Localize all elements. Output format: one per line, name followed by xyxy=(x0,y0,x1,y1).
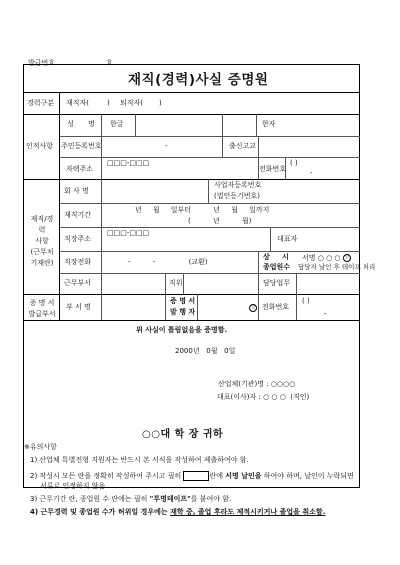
home-phone-dash: - xyxy=(310,169,313,177)
issuer-signer-label: 증 명 서 xyxy=(170,297,196,305)
corp-reg-label: (법인등기번호) xyxy=(214,192,261,200)
company-name-label: 회 사 명 xyxy=(64,187,89,195)
name-label: 성 명 xyxy=(67,120,101,128)
employment-period-total[interactable]: ( 년 월) xyxy=(188,217,252,225)
position-label: 직위 xyxy=(169,279,183,287)
recipient: ○○대 학 장 귀하 xyxy=(142,429,224,440)
work-address-label: 직장주소 xyxy=(64,235,92,243)
rrn-label: 주민등록번호 xyxy=(61,142,102,150)
work-postal-code[interactable]: □□□-□□□ xyxy=(107,229,150,237)
form-title: 재직(경력)사실 증명원 xyxy=(128,72,269,88)
home-postal-code[interactable]: □□□-□□□ xyxy=(107,159,150,167)
work-phone-value[interactable]: - - (교환) xyxy=(128,258,208,266)
row-divider xyxy=(23,114,360,115)
issue-number-label: 발급번호 xyxy=(28,59,56,67)
row-divider xyxy=(23,179,360,180)
issuer-phone-paren: ( ) xyxy=(302,297,310,305)
issuer-person-label: 발 행 자 xyxy=(170,308,196,316)
row-divider xyxy=(23,294,360,295)
employed-close: ) xyxy=(107,99,110,107)
issue-number-suffix: 호 xyxy=(106,59,113,67)
issuer-section-label: 증 명 서 발급부서 xyxy=(28,299,56,318)
home-phone-label: 전화번호 xyxy=(259,165,287,173)
bizno-label: 사업자등록번호 xyxy=(214,181,262,189)
seal-mark: 인 xyxy=(344,255,349,260)
issuer-department-label: 부 서 명 xyxy=(66,303,91,311)
issuer-phone-dash: - xyxy=(324,310,327,318)
retired-option[interactable]: 퇴직자( xyxy=(120,99,144,107)
note-1: 1) 산업체 특별전형 지원자는 반드시 본 서식을 작성하여 제출하여야 함. xyxy=(30,456,249,464)
workplace-section-label: 재직/경 력 사항 (근무처 기재란) xyxy=(30,215,54,267)
work-phone-label: 직장전화 xyxy=(64,258,92,266)
employment-period-label: 재직기간 xyxy=(64,211,92,219)
personal-section-label: 인적사항 xyxy=(26,142,54,150)
full-time-label: 상 시 xyxy=(263,253,289,261)
certification-statement: 위 사실이 틀림없음을 증명함. xyxy=(136,326,228,334)
certification-date: 2000년 0월 0일 xyxy=(175,347,236,355)
hanja-label: 한자 xyxy=(262,120,276,128)
note-4: 4) 근무경력 및 종업원 수가 허위일 경우에는 재학 중, 졸업 후라도 제적시키거나 졸업을 취소함. xyxy=(30,508,326,516)
employee-count-label: 종업원수 xyxy=(263,263,291,271)
employed-option[interactable]: 재직자( xyxy=(66,99,90,107)
duty-label: 담당업무 xyxy=(263,279,291,287)
certifying-representative: 대표(이사)자 : ○ ○ ○ (직인) xyxy=(217,393,310,401)
ceo-label: 대표자 xyxy=(277,235,298,243)
tape-note: 담당자 날인 후 테이프 처리 xyxy=(298,263,376,271)
note-3: 3) 근무기간 란, 종업원 수 란에는 필히 "투명테이프"를 붙여야 함. xyxy=(30,495,232,503)
certifying-company: 산업체(기관)명 : ○○○○ xyxy=(218,380,296,388)
home-phone-paren: ( ) xyxy=(290,159,298,167)
department-label: 근무부서 xyxy=(64,279,92,287)
seal-mark: 인 xyxy=(250,305,256,310)
employment-type-label: 경력구분 xyxy=(27,99,55,107)
rrn-dash: - xyxy=(165,142,168,150)
school-label: 출신고교 xyxy=(229,142,257,150)
issuer-phone-label: 전화번호 xyxy=(262,303,290,311)
signature-line: 서명 ○ ○ ○ 인 xyxy=(302,254,349,262)
home-address-label: 자택주소 xyxy=(66,165,94,173)
issuer-seal xyxy=(249,304,257,312)
retired-close: ) xyxy=(159,99,162,107)
row-divider xyxy=(23,320,360,321)
signature-box xyxy=(183,471,209,481)
notes-heading: ※유의사항 xyxy=(24,443,57,451)
employment-period-range[interactable]: 년 월 일부터 년 월 일까지 xyxy=(135,206,270,214)
note-2: 2) 작성시 모든 란을 정확히 작성하여 주시고 필히 란에 서명 날인을 하여야 하며, 날인이 누락되면 xyxy=(30,472,354,480)
row-divider xyxy=(23,92,360,93)
note-2-continued: 서류로 인정하지 않음. xyxy=(40,482,108,490)
hangul-label: 한글 xyxy=(110,120,124,128)
